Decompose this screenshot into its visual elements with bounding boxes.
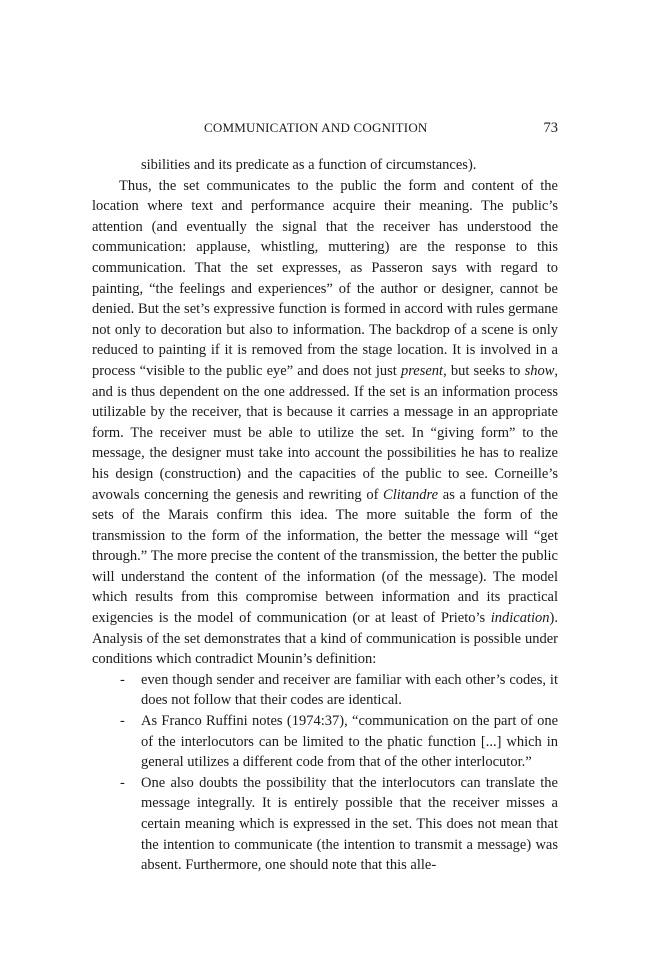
paragraph-text-3: , and is thus dependent on the one addressed. If the set is an information process utilizable by the receiver, that is because it carries a message in an appropriate form. The receiver must be able to utilize the set. In “giving form” to the message, the designer must take into account the possibilities he has to realize his design (construction) and the capacities of the public to see. Corneille’s avowals concerning the genesis and rewriting of <box>92 362 559 503</box>
paragraph-text-2: , but seeks to <box>443 362 525 379</box>
emphasis-clitandre: Clitandre <box>383 486 439 503</box>
bullet-text: even though sender and receiver are familiar with each other’s codes, it does not follow that their codes are identical. <box>141 671 558 709</box>
paragraph-text-1: Thus, the set communicates to the public the form and content of the location where text and performance acquire their meaning. The public’s attention (and eventually the signal that the receiver has understood the communication: applause, whistling, muttering) are the response to this communication. That the set expresses, as Passeron says with regard to painting, “the feelings and experiences” of the author or designer, cannot be denied. But the set’s expressive function is formed in accord with rules germane not only to decoration but also to information. The backdrop of a scene is only reduced to painting if it is removed from the stage location. It is involved in a process “visible to the public eye” and does not just <box>92 177 558 379</box>
bullet-text: As Franco Ruffini notes (1974:37), “communication on the part of one of the interlocutors can be limited to the phatic function [...] which in general utilizes a different code from that of the other interlocutor.” <box>141 713 558 771</box>
emphasis-present: present <box>400 362 444 379</box>
emphasis-show: show <box>524 362 555 379</box>
bullet-text: One also doubts the possibility that the interlocutors can translate the message integrally. It is entirely possible that the receiver misses a certain meaning which is expressed in the set. This does not mean that the intention to communicate (the intention to transmit a message) was absent. Furthermore, one should note that this alle- <box>141 774 558 874</box>
paragraph-text-5: ). Analysis of the set demonstrates that a kind of communication is possible under conditions which contradict Mounin’s definition: <box>92 610 558 668</box>
main-paragraph <box>92 176 558 670</box>
continued-line: sibilities and its predicate as a function of circumstances). <box>141 157 477 173</box>
bullet-item <box>92 711 558 773</box>
emphasis-indication: indication <box>490 610 550 627</box>
running-head <box>92 119 558 137</box>
paragraph-text-4: as a function of the sets of the Marais confirm this idea. The more suitable the form of the transmission to the form of the information, the better the message will “get through.” The more precise the content of the transmission, the better the public will understand the content of the information (of the message). The model which results from this compromise between information and its practical exigencies is the model of communication (or at least of Prieto’s <box>92 486 558 627</box>
running-title: COMMUNICATION AND COGNITION <box>204 120 428 135</box>
bullet-item <box>92 773 558 876</box>
body-text <box>92 155 558 876</box>
page-number: 73 <box>543 120 558 136</box>
bullet-item <box>92 670 558 711</box>
bullet-dash: - <box>120 671 125 688</box>
bullet-dash: - <box>120 774 125 791</box>
bullet-list <box>92 670 558 876</box>
bullet-dash: - <box>120 713 125 730</box>
